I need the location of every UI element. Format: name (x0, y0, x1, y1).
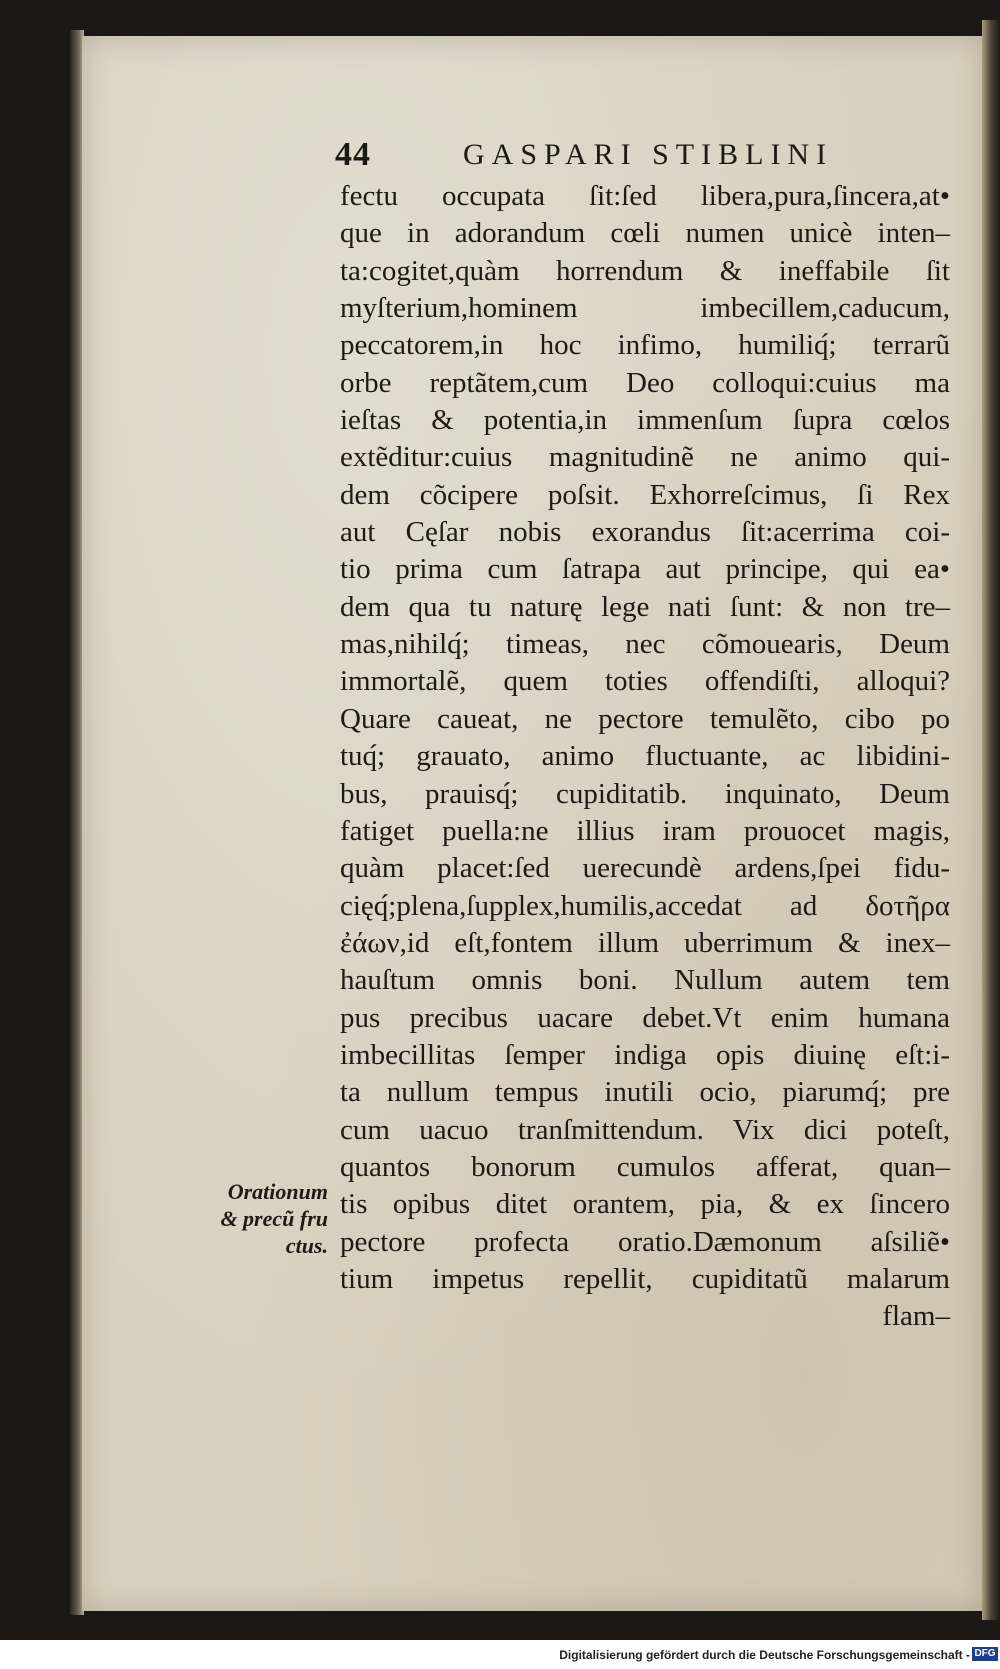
marginal-note-line: ctus. (285, 1233, 328, 1258)
text-line: bus, prauisq́; cupiditatib. inquinato, Deum (340, 777, 950, 810)
marginal-note (188, 1178, 328, 1259)
dfg-logo: DFG (972, 1647, 998, 1661)
text-line: fectu occupata ſit:ſed libera,pura,ſincera,at• (340, 180, 950, 212)
text-line: cum uacuo tranſmittendum. Vix dici poteſt, (340, 1113, 950, 1146)
running-head (335, 136, 915, 180)
body-text (340, 178, 950, 1336)
text-line: cięq́;plena,ſupplex,humilis,accedat ad δοτῆρα (340, 889, 950, 922)
page-number: 44 (335, 136, 371, 173)
text-line: ἐάων,id eſt,fontem illum uberrimum & inex– (340, 926, 950, 959)
text-line: peccatorem,in hoc infimo, humiliq́; terrarũ (340, 329, 950, 362)
text-line: ieſtas & potentia,in immenſum ſupra cœlos (340, 404, 950, 437)
text-line: immortalẽ, quem toties offendiſti, alloqui? (340, 665, 950, 698)
running-title: GASPARI STIBLINI (463, 138, 834, 171)
marginal-note-line: & precũ fru (220, 1206, 328, 1231)
text-line: ta:cogitet,quàm horrendum & ineffabile ſit (340, 254, 950, 287)
text-line: tuq́; grauato, animo fluctuante, ac libidini- (340, 740, 950, 773)
text-line: fatiget puella:ne illius iram prouocet magis, (340, 814, 950, 847)
text-line: dem qua tu naturę lege nati ſunt: & non tre– (340, 590, 950, 623)
text-line: tium impetus repellit, cupiditatũ malarum (340, 1262, 950, 1295)
text-line: quantos bonorum cumulos afferat, quan– (340, 1150, 950, 1183)
text-line: quàm placet:ſed uerecundè ardens,ſpei fidu- (340, 852, 950, 885)
funding-credit: Digitalisierung gefördert durch die Deutsche Forschungsgemeinschaft - (559, 1648, 970, 1662)
page-stack-edge (982, 20, 1000, 1620)
text-line: myſterium,hominem imbecillem,caducum, (340, 292, 950, 325)
text-line: tio prima cum ſatrapa aut principe, qui ea• (340, 553, 950, 586)
text-line: mas,nihilq́; timeas, nec cõmouearis, Deum (340, 628, 950, 661)
text-line: ta nullum tempus inutili ocio, piarumq́; pre (340, 1076, 950, 1109)
text-line: imbecillitas ſemper indiga opis diuinę eſt:i- (340, 1038, 950, 1071)
catchword: flam– (882, 1300, 950, 1333)
text-line: dem cõcipere poſsit. Exhorreſcimus, ſi Rex (340, 478, 950, 511)
text-line: hauſtum omnis boni. Nullum autem tem (340, 964, 950, 997)
footer-bar (0, 1640, 1000, 1669)
text-line: aut Cęſar nobis exorandus ſit:acerrima coi- (340, 516, 950, 549)
text-line: pus precibus uacare debet.Vt enim humana (340, 1001, 950, 1034)
text-line: extẽditur:cuius magnitudinẽ ne animo qui- (340, 441, 950, 474)
text-line: que in adorandum cœli numen unicè inten– (340, 217, 950, 250)
text-line: pectore profecta oratio.Dæmonum aſsiliẽ• (340, 1225, 950, 1258)
text-line: tis opibus ditet orantem, pia, & ex ſincero (340, 1188, 950, 1221)
text-line: Quare caueat, ne pectore temulẽto, cibo po (340, 702, 950, 735)
marginal-note-line: Orationum (227, 1179, 328, 1204)
text-line: orbe reptãtem,cum Deo colloqui:cuius ma (340, 366, 950, 399)
